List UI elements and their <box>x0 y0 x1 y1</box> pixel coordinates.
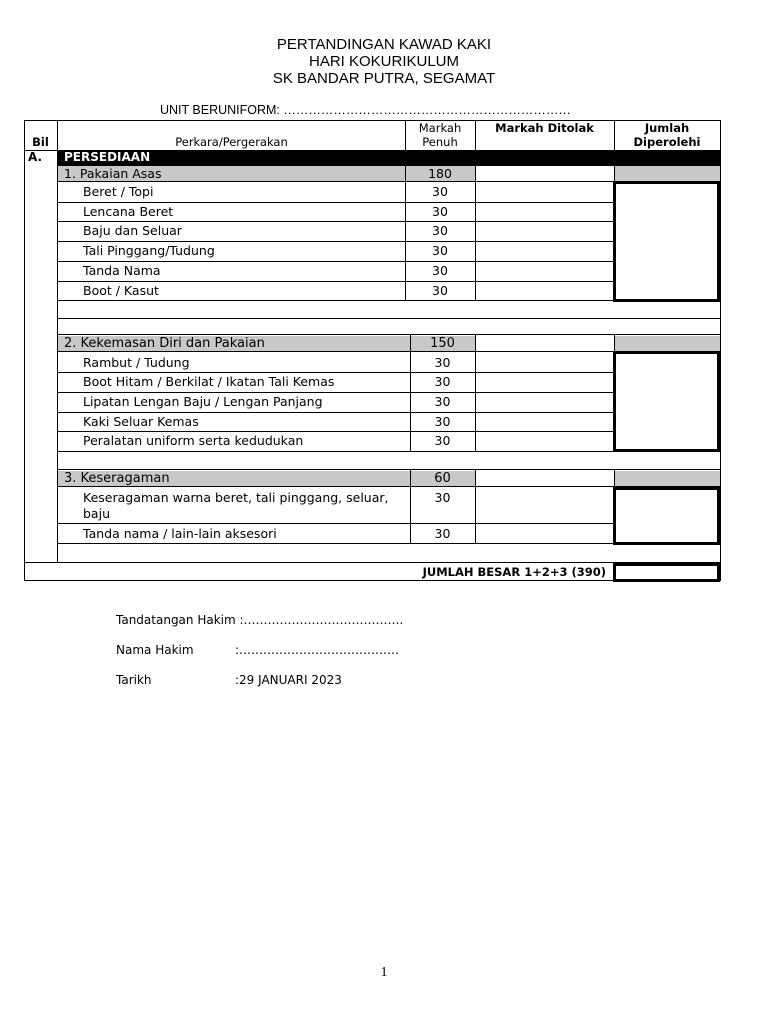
grand-total-label: JUMLAH BESAR 1+2+3 (390) <box>422 565 606 579</box>
item-label: Tanda nama / lain-lain aksesori <box>83 526 277 541</box>
item-mark: 30 <box>432 223 448 238</box>
item-label-continued: baju <box>83 506 110 521</box>
group-1-score-box[interactable] <box>613 181 720 302</box>
col-markah-ditolak-header: Markah Ditolak <box>495 121 594 135</box>
title-line-3: SK BANDAR PUTRA, SEGAMAT <box>272 70 496 87</box>
page-number: 1 <box>380 965 388 980</box>
group-2-score-box[interactable] <box>613 351 720 452</box>
section-title: PERSEDIAAN <box>64 150 151 164</box>
date-value: :29 JANUARI 2023 <box>235 673 342 687</box>
item-label: Lencana Beret <box>83 204 174 219</box>
item-mark: 30 <box>434 490 451 505</box>
item-mark: 30 <box>434 433 451 448</box>
title-line-1: PERTANDINGAN KAWAD KAKI <box>276 36 492 53</box>
group-3-total: 60 <box>434 471 451 486</box>
grand-total-box[interactable] <box>613 563 720 582</box>
group-1-total: 180 <box>428 166 452 181</box>
hakim-signature-field: Tandatangan Hakim :…………………………………. <box>116 613 404 627</box>
group-2-title: 2. Kekemasan Diri dan Pakaian <box>64 336 265 351</box>
group-2-total: 150 <box>430 336 455 351</box>
item-label: Keseragaman warna beret, tali pinggang, seluar, <box>83 490 389 505</box>
hakim-name-field: :…………………………………. <box>235 643 399 657</box>
item-label: Peralatan uniform serta kedudukan <box>83 433 304 448</box>
date-label: Tarikh <box>116 673 152 687</box>
item-label: Tali Pinggang/Tudung <box>83 243 215 258</box>
col-perkara-header: Perkara/Pergerakan <box>175 135 288 149</box>
item-label: Lipatan Lengan Baju / Lengan Panjang <box>83 394 323 409</box>
item-label: Boot / Kasut <box>83 283 159 298</box>
item-mark: 30 <box>434 414 451 429</box>
group-1-title: 1. Pakaian Asas <box>64 166 162 181</box>
col-bil-header: Bil <box>32 135 49 149</box>
item-mark: 30 <box>432 184 448 199</box>
item-label: Baju dan Seluar <box>83 223 182 238</box>
group-3-title: 3. Keseragaman <box>64 471 170 486</box>
item-mark: 30 <box>434 394 451 409</box>
item-mark: 30 <box>432 263 448 278</box>
hakim-name-label: Nama Hakim <box>116 643 194 657</box>
unit-field: UNIT BERUNIFORM: …………………………………………………………… <box>160 103 571 117</box>
item-label: Kaki Seluar Kemas <box>83 414 199 429</box>
item-label: Tanda Nama <box>83 263 161 278</box>
item-mark: 30 <box>434 526 451 541</box>
item-mark: 30 <box>432 243 448 258</box>
col-jumlah-header: Jumlah <box>644 121 690 135</box>
item-mark: 30 <box>432 204 448 219</box>
item-label: Boot Hitam / Berkilat / Ikatan Tali Kemas <box>83 374 335 389</box>
title-line-2: HARI KOKURIKULUM <box>308 53 460 70</box>
item-label: Rambut / Tudung <box>83 355 190 370</box>
col-jumlah-header-2: Diperolehi <box>633 135 701 149</box>
item-label: Beret / Topi <box>83 184 154 199</box>
item-mark: 30 <box>434 374 451 389</box>
item-mark: 30 <box>434 355 451 370</box>
item-mark: 30 <box>432 283 448 298</box>
col-markah-penuh-header-2: Penuh <box>422 135 458 149</box>
col-markah-penuh-header: Markah <box>418 121 462 135</box>
section-bil: A. <box>28 150 43 164</box>
group-3-score-box[interactable] <box>613 487 720 545</box>
